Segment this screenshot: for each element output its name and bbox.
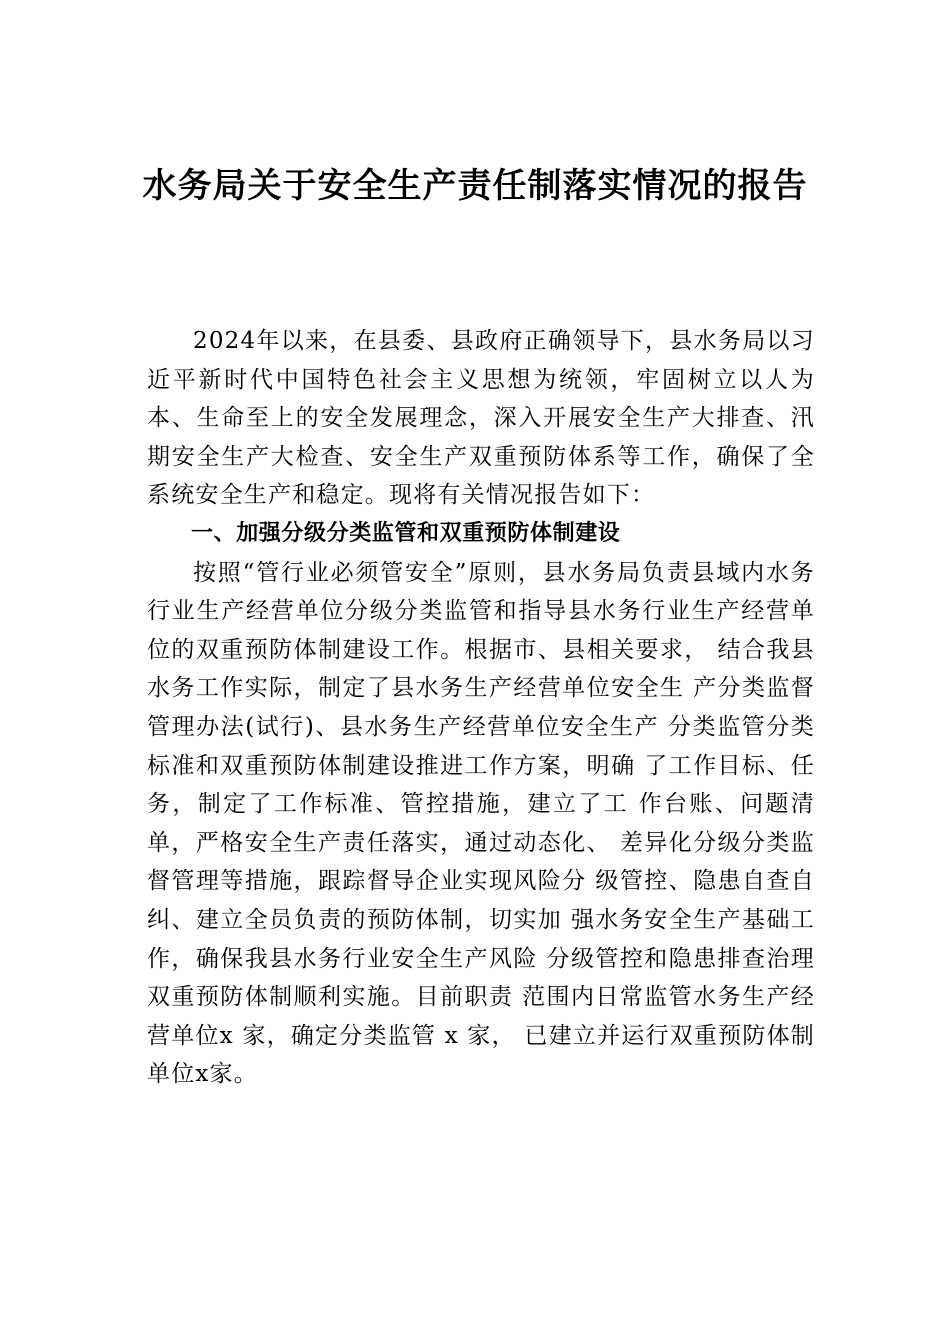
section-1-paragraph: 按照“管行业必须管安全”原则，县水务局负责县域内水务行业生产经营单位分级分类监管和指导县水务行业生产经营单位的双重预防体制建设工作。根据市、县相关要求， 结合我县水务工作实际，制定了县水务生产经营单位安全生 产分类监督管理办法(试行)、县水务生产经营单位安全生产 分类监管分类标准和双重预防体制建设推进工作方案，明确 了工作目标、任务，制定了工作标准、管控措施，建立了工 作台账、问题清单，严格安全生产责任落实，通过动态化、 差异化分级分类监督管理等措施，跟踪督导企业实现风险分 级管控、隐患自查自纠、建立全员负责的预防体制，切实加 强水务安全生产基础工作，确保我县水务行业安全生产风险 分级管控和隐患排查治理双重预防体制顺利实施。目前职责 范围内日常监管水务生产经营单位x 家，确定分类监管 x 家， 已建立并运行双重预防体制单位x家。 [147,559,815,1088]
section-1-heading: 一、加强分级分类监管和双重预防体制建设 [191,520,621,546]
document-title: 水务局关于安全生产责任制落实情况的报告 [142,166,808,206]
document-body [147,322,815,1094]
intro-paragraph: 2024年以来，在县委、县政府正确领导下，县水务局以习近平新时代中国特色社会主义思想为统领，牢固树立以人为本、生命至上的安全发展理念，深入开展安全生产大排查、汛期安全生产大检查、安全生产双重预防体系等工作，确保了全系统安全生产和稳定。现将有关情况报告如下： [147,328,815,509]
